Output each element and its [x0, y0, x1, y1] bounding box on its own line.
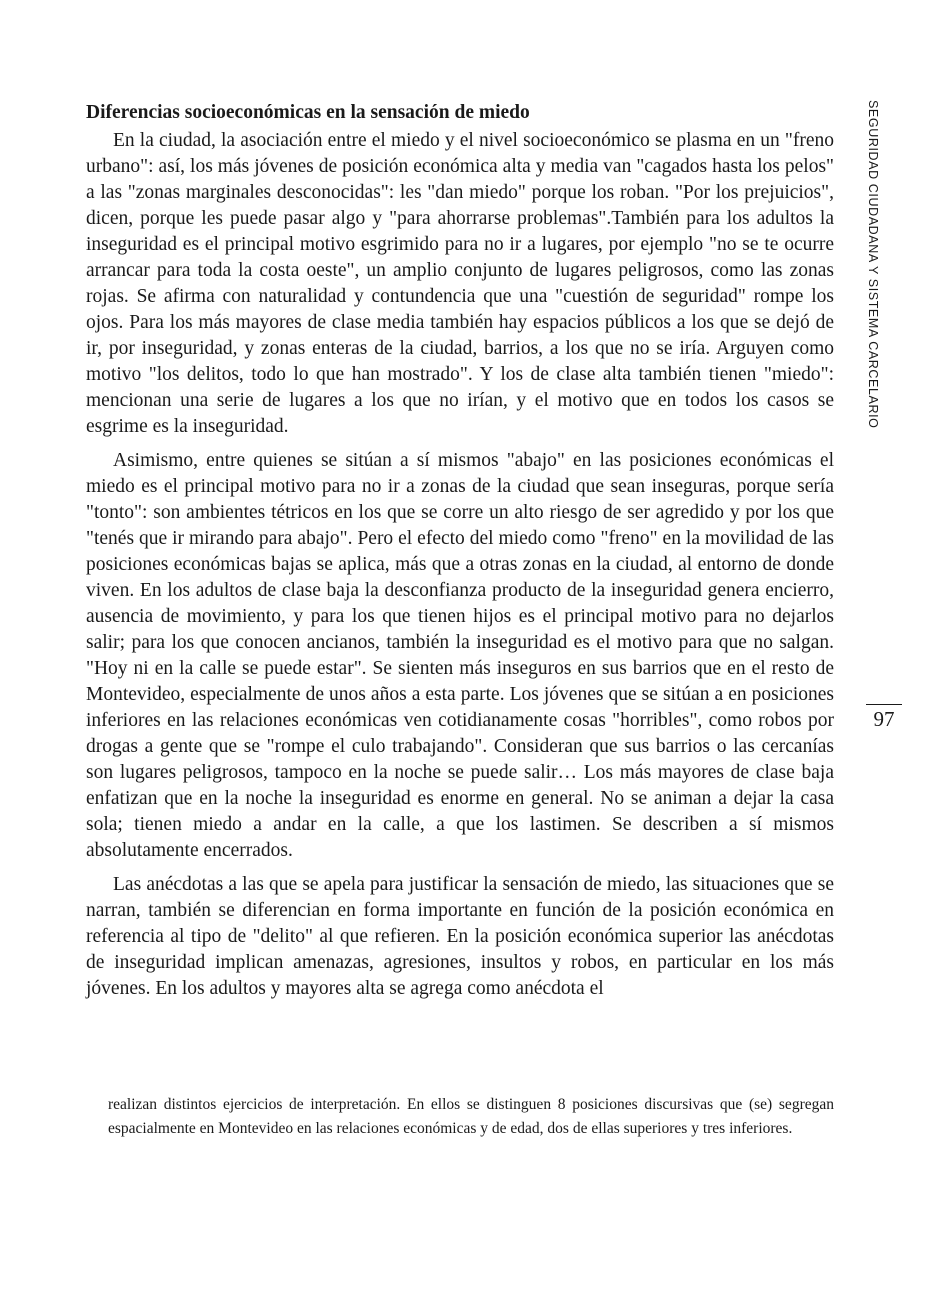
body-paragraph: Asimismo, entre quienes se sitúan a sí mismos "abajo" en las posiciones económicas el miedo es el principal motivo para no ir a zonas de la ciudad que sean inseguras, porque sería "tonto": son ambientes tétricos en los que se corre un alto riesgo de ser agredido y por los que "tenés que ir mirando para abajo". Pero el efecto del miedo como "freno" en la movilidad de las posiciones económicas bajas se aplica, más que a otras zonas en la ciudad, al entorno de donde viven. En los adultos de clase baja la desconfianza producto de la inseguridad genera encierro, ausencia de movimiento, y para los que tienen hijos es el principal motivo para no dejarlos salir; para los que conocen ancianos, también la inseguridad es el motivo para que no salgan. "Hoy ni en la calle se puede estar". Se sienten más inseguros en sus barrios que en el resto de Montevideo, especialmente de unos años a esta parte. Los jóvenes que se sitúan a en posiciones inferiores en las relaciones económicas ven cotidianamente cosas "horribles", como robos por drogas a gente que se "rompe el culo trabajando". Consideran que sus barrios o las cercanías son lugares peligrosos, tampoco en la noche se puede salir… Los más mayores de clase baja enfatizan que en la noche la inseguridad es enorme en general. No se animan a dejar la casa sola; tienen miedo a andar en la calle, a que los lastimen. Se describen a sí mismos absolutamente encerrados. — [86, 450, 834, 861]
page-number: 97 — [873, 707, 895, 731]
page-body — [86, 100, 834, 1010]
body-paragraph: Las anécdotas a las que se apela para justificar la sensación de miedo, las situaciones que se narran, también se diferencian en forma importante en función de la posición económica en referencia al tipo de "delito" al que refieren. En la posición económica superior las anécdotas de inseguridad implican amenazas, agresiones, insultos y robos, en particular en los más jóvenes. En los adultos y mayores alta se agrega como anécdota el — [86, 874, 834, 999]
footnote: realizan distintos ejercicios de interpretación. En ellos se distinguen 8 posiciones discursivas que (se) segregan espacialmente en Montevideo en las relaciones económicas y de edad, dos de ellas superiores y tres inferiores. — [108, 1096, 834, 1137]
page-number-rule — [866, 704, 902, 705]
section-heading: Diferencias socioeconómicas en la sensación de miedo — [86, 102, 530, 123]
running-head: SEGURIDAD CIUDADANA Y SISTEMA CARCELARIO — [866, 100, 880, 429]
body-paragraph: En la ciudad, la asociación entre el miedo y el nivel socioeconómico se plasma en un "freno urbano": así, los más jóvenes de posición económica alta y media van "cagados hasta los pelos" a las "zonas marginales desconocidas": les "dan miedo" porque los roban. "Por los prejuicios", dicen, porque les puede pasar algo y "para ahorrarse problemas".También para los adultos la inseguridad es el principal motivo esgrimido para no ir a lugares, por ejemplo "no se te ocurre arrancar para toda la costa oeste", un amplio conjunto de lugares peligrosos, como las zonas rojas. Se afirma con naturalidad y contundencia que una "cuestión de seguridad" rompe los ojos. Para los más mayores de clase media también hay espacios públicos a los que se dejó de ir, por inseguridad, y zonas enteras de la ciudad, barrios, a los que no se iría. Arguyen como motivo "los delitos, todo lo que han mostrado". Y los de clase alta también tienen "miedo": mencionan una serie de lugares a los que no irían, y el motivo que en todos los casos se esgrime es la inseguridad. — [86, 130, 834, 437]
running-head-margin — [866, 100, 888, 429]
